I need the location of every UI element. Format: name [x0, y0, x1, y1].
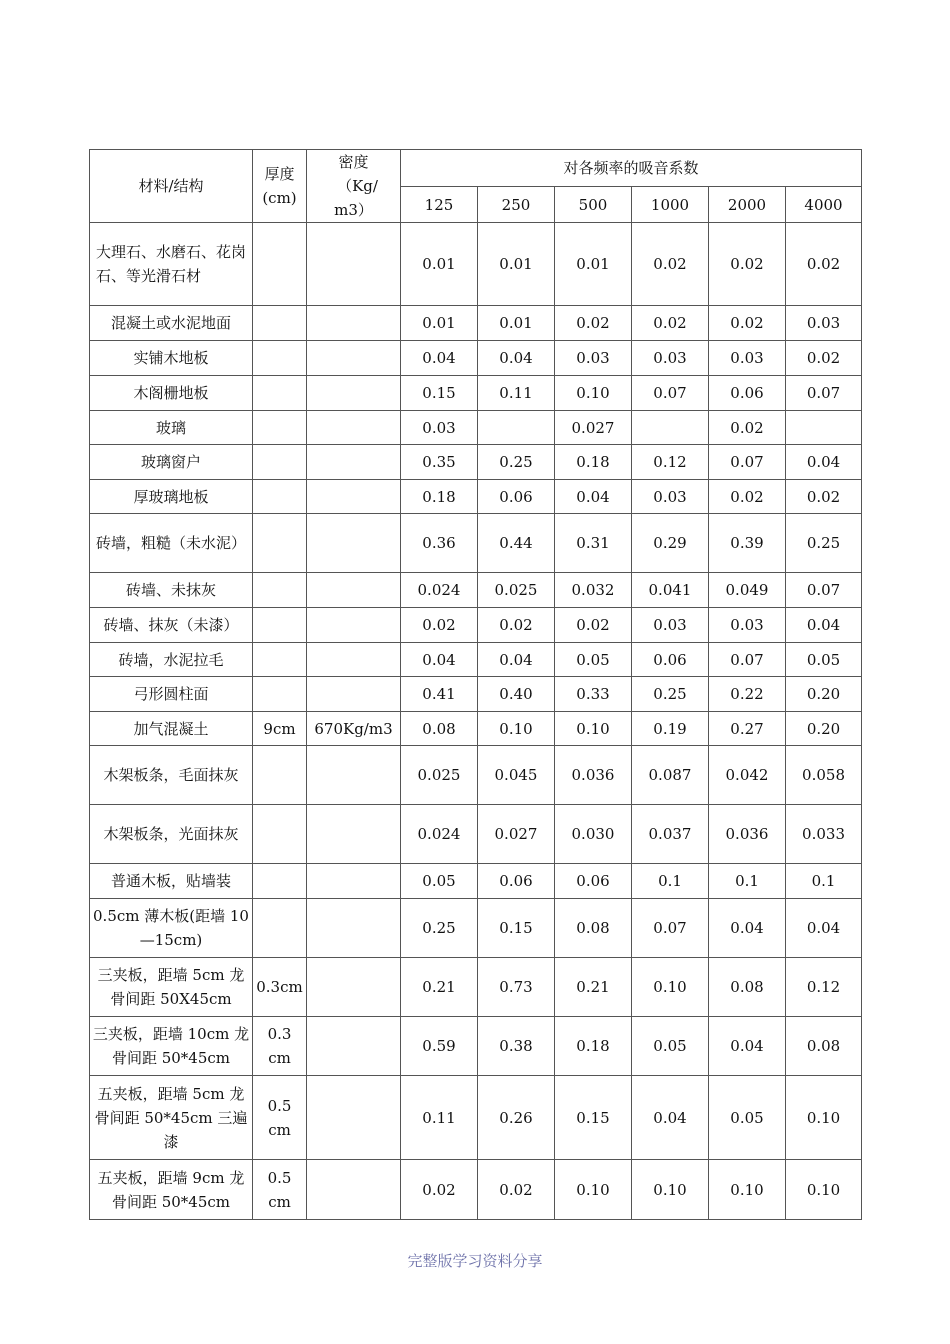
thickness-cell [253, 306, 307, 341]
coefficient-cell: 0.11 [478, 376, 555, 411]
coefficient-cell: 0.35 [401, 445, 478, 480]
thickness-cell: 0.5 cm [253, 1160, 307, 1220]
coefficient-cell: 0.027 [478, 805, 555, 864]
coefficient-cell: 0.15 [478, 899, 555, 958]
coefficient-cell: 0.06 [478, 864, 555, 899]
coefficient-cell: 0.08 [401, 712, 478, 746]
coefficient-cell: 0.25 [478, 445, 555, 480]
coefficient-cell: 0.08 [709, 958, 786, 1017]
table-row [90, 899, 862, 958]
coefficient-cell: 0.02 [709, 306, 786, 341]
coefficient-cell: 0.036 [555, 746, 632, 805]
material-cell: 五夹板，距墙 9cm 龙骨间距 50*45cm [90, 1160, 253, 1220]
coefficient-cell: 0.21 [555, 958, 632, 1017]
coefficient-cell: 0.030 [555, 805, 632, 864]
header-frequency: 250 [478, 187, 555, 223]
coefficient-cell: 0.02 [555, 306, 632, 341]
density-cell: 670Kg/m3 [307, 712, 401, 746]
table-row [90, 445, 862, 480]
header-density-line2: （Kg/ [337, 177, 378, 195]
material-cell: 弓形圆柱面 [90, 677, 253, 712]
material-cell: 玻璃窗户 [90, 445, 253, 480]
density-cell [307, 958, 401, 1017]
coefficient-cell: 0.05 [786, 643, 862, 677]
coefficient-cell: 0.03 [709, 341, 786, 376]
table-row [90, 1017, 862, 1076]
density-cell [307, 608, 401, 643]
coefficient-cell: 0.08 [555, 899, 632, 958]
thickness-cell [253, 805, 307, 864]
coefficient-cell [786, 411, 862, 445]
density-cell [307, 514, 401, 573]
header-thickness-line2: (cm) [262, 189, 297, 207]
coefficient-cell: 0.02 [401, 1160, 478, 1220]
table-row [90, 712, 862, 746]
coefficient-cell: 0.10 [555, 712, 632, 746]
coefficient-cell: 0.024 [401, 805, 478, 864]
thickness-cell [253, 445, 307, 480]
material-cell: 五夹板，距墙 5cm 龙骨间距 50*45cm 三遍漆 [90, 1076, 253, 1160]
thickness-cell [253, 341, 307, 376]
coefficient-cell: 0.03 [632, 480, 709, 514]
coefficient-cell: 0.03 [786, 306, 862, 341]
density-cell [307, 746, 401, 805]
coefficient-cell: 0.05 [709, 1076, 786, 1160]
material-cell: 普通木板，贴墙装 [90, 864, 253, 899]
coefficient-cell: 0.1 [632, 864, 709, 899]
coefficient-cell: 0.042 [709, 746, 786, 805]
density-cell [307, 1017, 401, 1076]
material-cell: 厚玻璃地板 [90, 480, 253, 514]
coefficient-cell: 0.04 [709, 1017, 786, 1076]
density-cell [307, 445, 401, 480]
coefficient-cell: 0.036 [709, 805, 786, 864]
thickness-cell [253, 411, 307, 445]
coefficient-cell: 0.045 [478, 746, 555, 805]
coefficient-cell: 0.06 [709, 376, 786, 411]
coefficient-cell: 0.037 [632, 805, 709, 864]
coefficient-cell: 0.033 [786, 805, 862, 864]
table-row [90, 480, 862, 514]
coefficient-cell: 0.03 [632, 341, 709, 376]
table-row [90, 514, 862, 573]
table-row [90, 677, 862, 712]
coefficient-cell: 0.032 [555, 573, 632, 608]
coefficient-cell: 0.07 [709, 643, 786, 677]
thickness-cell [253, 514, 307, 573]
coefficient-cell: 0.25 [401, 899, 478, 958]
header-thickness-line1: 厚度 [264, 165, 295, 183]
coefficient-cell: 0.04 [478, 643, 555, 677]
thickness-cell [253, 899, 307, 958]
coefficient-cell: 0.02 [401, 608, 478, 643]
table-row [90, 1160, 862, 1220]
coefficient-cell: 0.087 [632, 746, 709, 805]
coefficient-cell: 0.04 [786, 608, 862, 643]
coefficient-cell: 0.025 [478, 573, 555, 608]
coefficient-cell: 0.07 [632, 899, 709, 958]
coefficient-cell: 0.06 [632, 643, 709, 677]
coefficient-cell: 0.04 [786, 899, 862, 958]
coefficient-cell: 0.02 [709, 223, 786, 306]
header-density [307, 150, 401, 223]
coefficient-cell: 0.03 [709, 608, 786, 643]
table-row [90, 958, 862, 1017]
thickness-cell [253, 643, 307, 677]
coefficient-cell: 0.21 [401, 958, 478, 1017]
material-cell: 砖墙、抹灰（未漆） [90, 608, 253, 643]
material-cell: 木架板条，光面抹灰 [90, 805, 253, 864]
density-cell [307, 1076, 401, 1160]
table-row [90, 864, 862, 899]
coefficient-cell: 0.04 [478, 341, 555, 376]
coefficient-cell: 0.10 [786, 1076, 862, 1160]
coefficient-cell: 0.20 [786, 712, 862, 746]
header-material: 材料/结构 [90, 150, 253, 223]
coefficient-cell: 0.08 [786, 1017, 862, 1076]
coefficient-cell: 0.25 [786, 514, 862, 573]
coefficient-cell: 0.15 [555, 1076, 632, 1160]
coefficient-cell: 0.33 [555, 677, 632, 712]
header-thickness [253, 150, 307, 223]
coefficient-cell: 0.12 [632, 445, 709, 480]
table-row [90, 573, 862, 608]
coefficient-cell: 0.10 [786, 1160, 862, 1220]
coefficient-cell: 0.01 [401, 306, 478, 341]
density-cell [307, 677, 401, 712]
coefficient-cell: 0.027 [555, 411, 632, 445]
coefficient-cell: 0.02 [786, 223, 862, 306]
material-cell: 砖墙、未抹灰 [90, 573, 253, 608]
table-row [90, 1076, 862, 1160]
coefficient-cell: 0.18 [555, 1017, 632, 1076]
coefficient-cell: 0.04 [401, 341, 478, 376]
header-frequency: 1000 [632, 187, 709, 223]
coefficient-cell [632, 411, 709, 445]
thickness-cell [253, 223, 307, 306]
coefficient-cell: 0.41 [401, 677, 478, 712]
coefficient-cell: 0.31 [555, 514, 632, 573]
coefficient-cell: 0.10 [555, 376, 632, 411]
coefficient-cell: 0.10 [555, 1160, 632, 1220]
coefficient-cell: 0.22 [709, 677, 786, 712]
material-cell: 三夹板，距墙 5cm 龙骨间距 50X45cm [90, 958, 253, 1017]
header-density-line3: m3） [334, 201, 373, 219]
thickness-cell [253, 608, 307, 643]
coefficient-cell: 0.20 [786, 677, 862, 712]
table-row [90, 805, 862, 864]
coefficient-cell: 0.59 [401, 1017, 478, 1076]
coefficient-cell: 0.73 [478, 958, 555, 1017]
coefficient-cell: 0.40 [478, 677, 555, 712]
coefficient-cell: 0.25 [632, 677, 709, 712]
density-cell [307, 223, 401, 306]
coefficient-cell: 0.10 [478, 712, 555, 746]
coefficient-cell: 0.03 [401, 411, 478, 445]
density-cell [307, 306, 401, 341]
absorption-coefficient-table [89, 149, 862, 1220]
coefficient-cell: 0.05 [401, 864, 478, 899]
header-frequency: 125 [401, 187, 478, 223]
coefficient-cell: 0.02 [632, 306, 709, 341]
coefficient-cell: 0.02 [786, 341, 862, 376]
coefficient-cell: 0.27 [709, 712, 786, 746]
density-cell [307, 864, 401, 899]
coefficient-cell: 0.04 [632, 1076, 709, 1160]
table-row [90, 608, 862, 643]
thickness-cell: 0.5 cm [253, 1076, 307, 1160]
header-frequency: 2000 [709, 187, 786, 223]
material-cell: 木阁栅地板 [90, 376, 253, 411]
density-cell [307, 1160, 401, 1220]
coefficient-cell: 0.049 [709, 573, 786, 608]
coefficient-cell: 0.11 [401, 1076, 478, 1160]
table-row [90, 306, 862, 341]
coefficient-cell: 0.05 [632, 1017, 709, 1076]
header-frequency: 4000 [786, 187, 862, 223]
coefficient-cell [478, 411, 555, 445]
coefficient-cell: 0.12 [786, 958, 862, 1017]
coefficient-cell: 0.06 [555, 864, 632, 899]
coefficient-cell: 0.36 [401, 514, 478, 573]
coefficient-cell: 0.04 [555, 480, 632, 514]
coefficient-cell: 0.10 [632, 958, 709, 1017]
coefficient-cell: 0.44 [478, 514, 555, 573]
thickness-cell: 0.3 cm [253, 1017, 307, 1076]
coefficient-cell: 0.03 [632, 608, 709, 643]
density-cell [307, 341, 401, 376]
thickness-cell [253, 376, 307, 411]
material-cell: 混凝土或水泥地面 [90, 306, 253, 341]
material-cell: 木架板条，毛面抹灰 [90, 746, 253, 805]
material-cell: 加气混凝土 [90, 712, 253, 746]
thickness-cell [253, 573, 307, 608]
coefficient-cell: 0.07 [786, 376, 862, 411]
coefficient-cell: 0.19 [632, 712, 709, 746]
coefficient-cell: 0.058 [786, 746, 862, 805]
material-cell: 0.5cm 薄木板(距墙 10—15cm) [90, 899, 253, 958]
table-row [90, 376, 862, 411]
coefficient-cell: 0.04 [401, 643, 478, 677]
density-cell [307, 411, 401, 445]
header-frequency-group: 对各频率的吸音系数 [401, 150, 862, 187]
coefficient-cell: 0.10 [709, 1160, 786, 1220]
density-cell [307, 376, 401, 411]
coefficient-cell: 0.04 [786, 445, 862, 480]
thickness-cell: 9cm [253, 712, 307, 746]
coefficient-cell: 0.02 [709, 411, 786, 445]
coefficient-cell: 0.15 [401, 376, 478, 411]
coefficient-cell: 0.02 [478, 1160, 555, 1220]
header-density-line1: 密度 [338, 153, 369, 171]
material-cell: 实铺木地板 [90, 341, 253, 376]
material-cell: 砖墙，水泥拉毛 [90, 643, 253, 677]
material-cell: 三夹板，距墙 10cm 龙骨间距 50*45cm [90, 1017, 253, 1076]
coefficient-cell: 0.02 [786, 480, 862, 514]
header-frequency: 500 [555, 187, 632, 223]
coefficient-cell: 0.01 [555, 223, 632, 306]
density-cell [307, 805, 401, 864]
coefficient-cell: 0.03 [555, 341, 632, 376]
coefficient-cell: 0.26 [478, 1076, 555, 1160]
coefficient-cell: 0.02 [478, 608, 555, 643]
footer-text: 完整版学习资料分享 [407, 1252, 543, 1270]
coefficient-cell: 0.1 [709, 864, 786, 899]
coefficient-cell: 0.01 [401, 223, 478, 306]
coefficient-cell: 0.07 [632, 376, 709, 411]
thickness-cell [253, 480, 307, 514]
coefficient-cell: 0.1 [786, 864, 862, 899]
coefficient-cell: 0.05 [555, 643, 632, 677]
coefficient-cell: 0.024 [401, 573, 478, 608]
coefficient-cell: 0.18 [555, 445, 632, 480]
table-row [90, 643, 862, 677]
coefficient-cell: 0.39 [709, 514, 786, 573]
table-row [90, 341, 862, 376]
coefficient-cell: 0.10 [632, 1160, 709, 1220]
coefficient-cell: 0.07 [709, 445, 786, 480]
coefficient-cell: 0.02 [555, 608, 632, 643]
coefficient-cell: 0.025 [401, 746, 478, 805]
coefficient-cell: 0.06 [478, 480, 555, 514]
coefficient-cell: 0.02 [709, 480, 786, 514]
table-row [90, 223, 862, 306]
coefficient-cell: 0.04 [709, 899, 786, 958]
density-cell [307, 899, 401, 958]
material-cell: 大理石、水磨石、花岗石、等光滑石材 [90, 223, 253, 306]
thickness-cell [253, 677, 307, 712]
thickness-cell: 0.3cm [253, 958, 307, 1017]
coefficient-cell: 0.38 [478, 1017, 555, 1076]
table-row [90, 746, 862, 805]
coefficient-cell: 0.07 [786, 573, 862, 608]
thickness-cell [253, 746, 307, 805]
coefficient-cell: 0.29 [632, 514, 709, 573]
coefficient-cell: 0.02 [632, 223, 709, 306]
coefficient-cell: 0.01 [478, 223, 555, 306]
coefficient-cell: 0.01 [478, 306, 555, 341]
material-cell: 砖墙，粗糙（未水泥） [90, 514, 253, 573]
density-cell [307, 643, 401, 677]
density-cell [307, 573, 401, 608]
material-cell: 玻璃 [90, 411, 253, 445]
table-row [90, 411, 862, 445]
thickness-cell [253, 864, 307, 899]
coefficient-cell: 0.18 [401, 480, 478, 514]
coefficient-cell: 0.041 [632, 573, 709, 608]
density-cell [307, 480, 401, 514]
